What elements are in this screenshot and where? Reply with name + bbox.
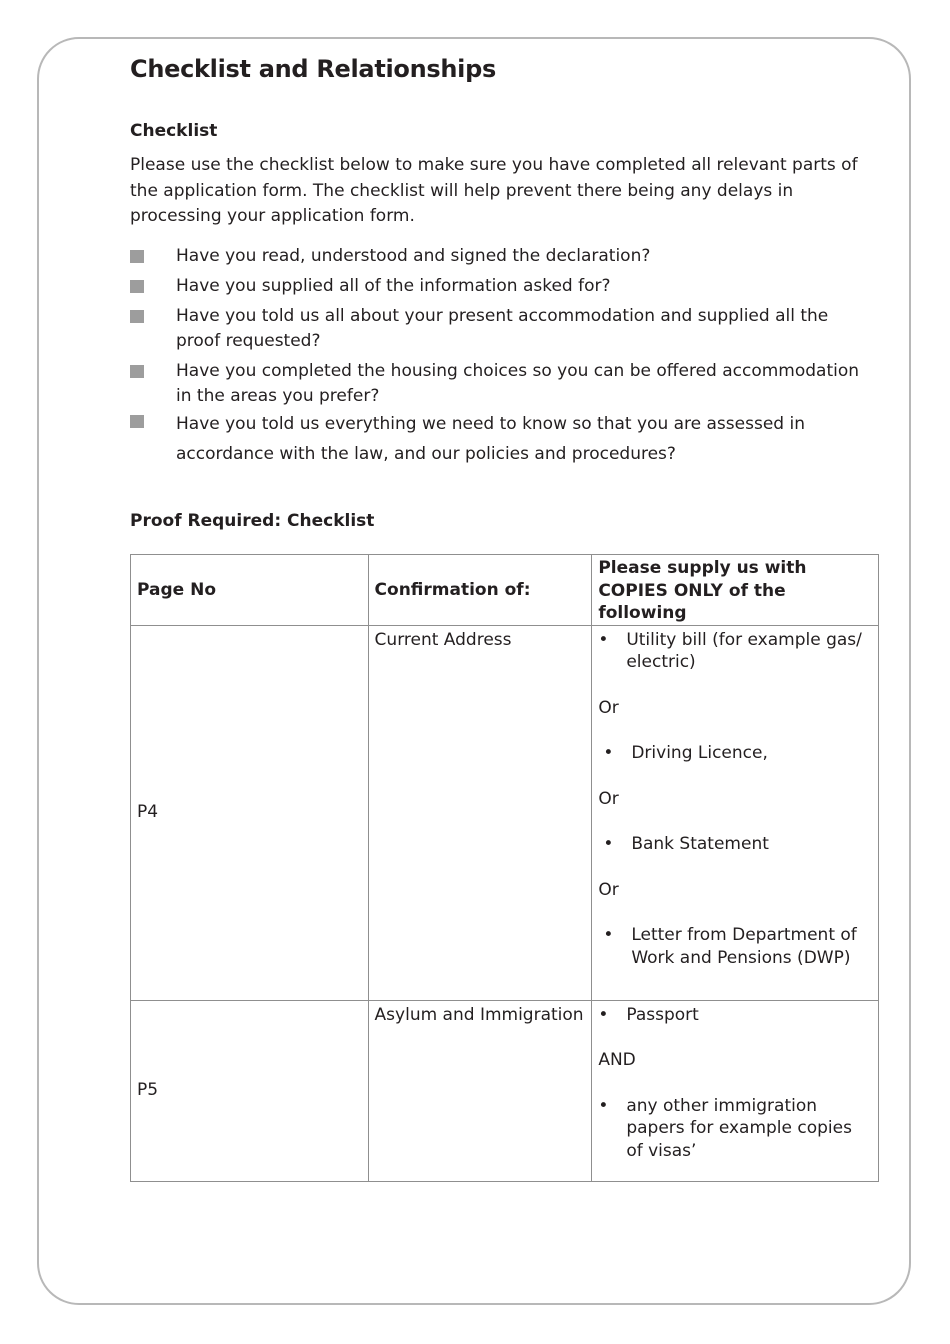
checklist-item — [130, 414, 870, 474]
document-text: Driving Licence, — [631, 743, 768, 763]
confirmation-cell: Asylum and Immigration — [368, 1000, 592, 1181]
document-content — [130, 54, 880, 531]
checklist — [130, 244, 870, 474]
checklist-item — [130, 359, 870, 409]
intro-paragraph: Please use the checklist below to make sure you have completed all relevant parts of the application form. The checklist will help prevent there being any delays in processing your application form. — [130, 155, 858, 226]
checklist-item-text: Have you told us everything we need to know so that you are assessed in accordance with the law, and our policies and procedures? — [176, 414, 805, 464]
checklist-item-text: Have you read, understood and signed the declaration? — [176, 246, 651, 266]
list-item — [598, 629, 872, 674]
checklist-heading: Checklist — [130, 121, 218, 141]
proof-table — [130, 554, 879, 1182]
header-page-no: Page No — [131, 555, 369, 626]
bullet-icon: • — [598, 629, 609, 650]
and-text: AND — [598, 1050, 636, 1070]
bullet-icon: • — [598, 1095, 609, 1116]
page-number-cell: P5 — [131, 1000, 369, 1181]
proof-heading: Proof Required: Checklist — [130, 511, 375, 531]
square-bullet-icon — [130, 310, 144, 323]
checklist-item-text: Have you completed the housing choices so you can be offered accommodation in the areas you prefer? — [176, 361, 860, 406]
page-title: Checklist and Relationships — [130, 55, 496, 83]
header-copies: Please supply us with COPIES ONLY of the following — [592, 555, 879, 626]
square-bullet-icon — [130, 250, 144, 263]
table-row — [131, 625, 879, 1000]
bullet-icon: • — [603, 925, 614, 945]
page-number-cell: P4 — [131, 625, 369, 1000]
square-bullet-icon — [130, 280, 144, 293]
documents-cell — [592, 1000, 879, 1181]
documents-cell — [592, 625, 879, 1000]
table-header-row — [131, 555, 879, 626]
square-bullet-icon — [130, 365, 144, 378]
or-text: Or — [598, 879, 619, 900]
table-row — [131, 1000, 879, 1181]
checklist-item-text: Have you supplied all of the information asked for? — [176, 276, 611, 296]
list-item — [598, 1004, 872, 1027]
list-item — [598, 742, 872, 765]
header-confirmation: Confirmation of: — [368, 555, 592, 626]
list-item — [598, 1095, 872, 1163]
document-text: Bank Statement — [631, 834, 769, 854]
or-text: Or — [598, 788, 619, 809]
bullet-icon: • — [603, 834, 614, 854]
document-text: any other immigration papers for example copies of visas’ — [626, 1095, 852, 1161]
list-item — [598, 924, 872, 969]
square-bullet-icon — [130, 415, 144, 428]
list-item — [598, 833, 872, 856]
checklist-item-text: Have you told us all about your present accommodation and supplied all the proof requested? — [176, 306, 829, 351]
document-text: Passport — [626, 1004, 699, 1025]
bullet-icon: • — [598, 1004, 609, 1025]
bullet-icon: • — [603, 743, 614, 763]
document-text: Letter from Department of Work and Pensions (DWP) — [631, 925, 857, 968]
checklist-item — [130, 304, 870, 354]
checklist-item — [130, 274, 870, 299]
checklist-item — [130, 244, 870, 269]
confirmation-cell: Current Address — [368, 625, 592, 1000]
or-text: Or — [598, 697, 619, 718]
document-text: Utility bill (for example gas/ electric) — [626, 629, 862, 672]
